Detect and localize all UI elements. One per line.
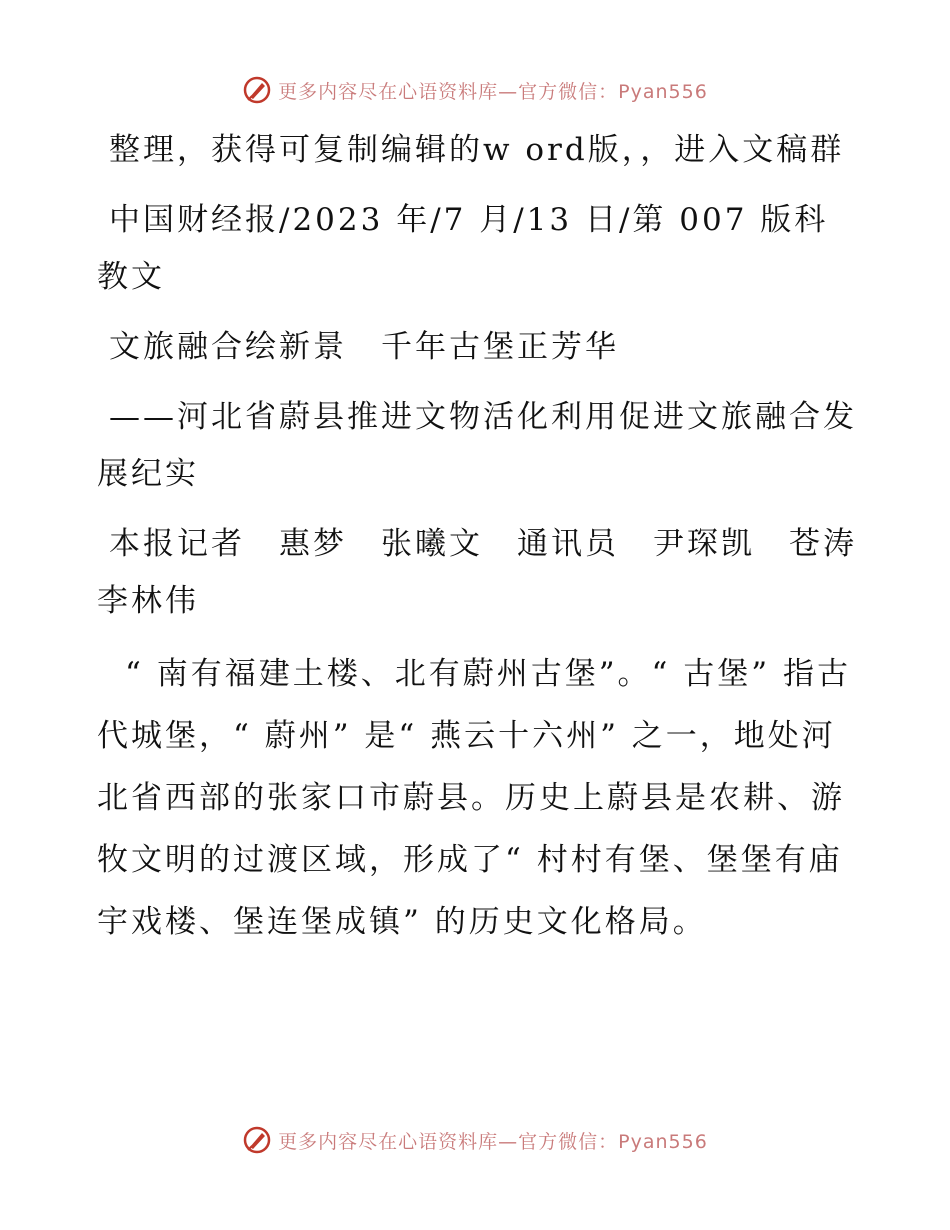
article-title: 文旅融合绘新景 千年古堡正芳华 [109, 329, 619, 365]
document-body [97, 122, 891, 966]
body-paragraph: “ 南有福建土楼、北有蔚州古堡”。“ 古堡” 指古代城堡，“ 蔚州” 是“ 燕云十六州” 之一，地处河北省西部的张家口市蔚县。历史上蔚县是农耕、游牧文明的过渡区域，形成了“ 村村有堡、堡堡有庙宇戏楼、堡连堡成镇” 的历史文化格局。 [97, 656, 851, 940]
article-byline: 本报记者 惠梦 张曦文 通讯员 尹琛凯 苍涛 李林伟 [97, 526, 891, 619]
watermark-wechat-id: Pyan556 [618, 80, 708, 103]
watermark-text [278, 1127, 708, 1154]
intro-line: 整理，获得可复制编辑的w ord版，，进入文稿群 [109, 132, 845, 168]
watermark-site-text: 更多内容尽在心语资料库—官方微信： [278, 1130, 619, 1153]
quill-logo-icon [242, 1125, 272, 1155]
article-subtitle: ——河北省蔚县推进文物活化利用促进文旅融合发展纪实 [97, 399, 857, 492]
watermark-text [278, 77, 708, 104]
watermark-site-text: 更多内容尽在心语资料库—官方微信： [278, 80, 619, 103]
source-line: 中国财经报/2023 年/7 月/13 日/第 007 版科教文 [97, 202, 829, 295]
watermark-header [0, 72, 950, 108]
quill-logo-icon [242, 75, 272, 105]
watermark-footer [0, 1122, 950, 1158]
watermark-wechat-id: Pyan556 [618, 1130, 708, 1153]
